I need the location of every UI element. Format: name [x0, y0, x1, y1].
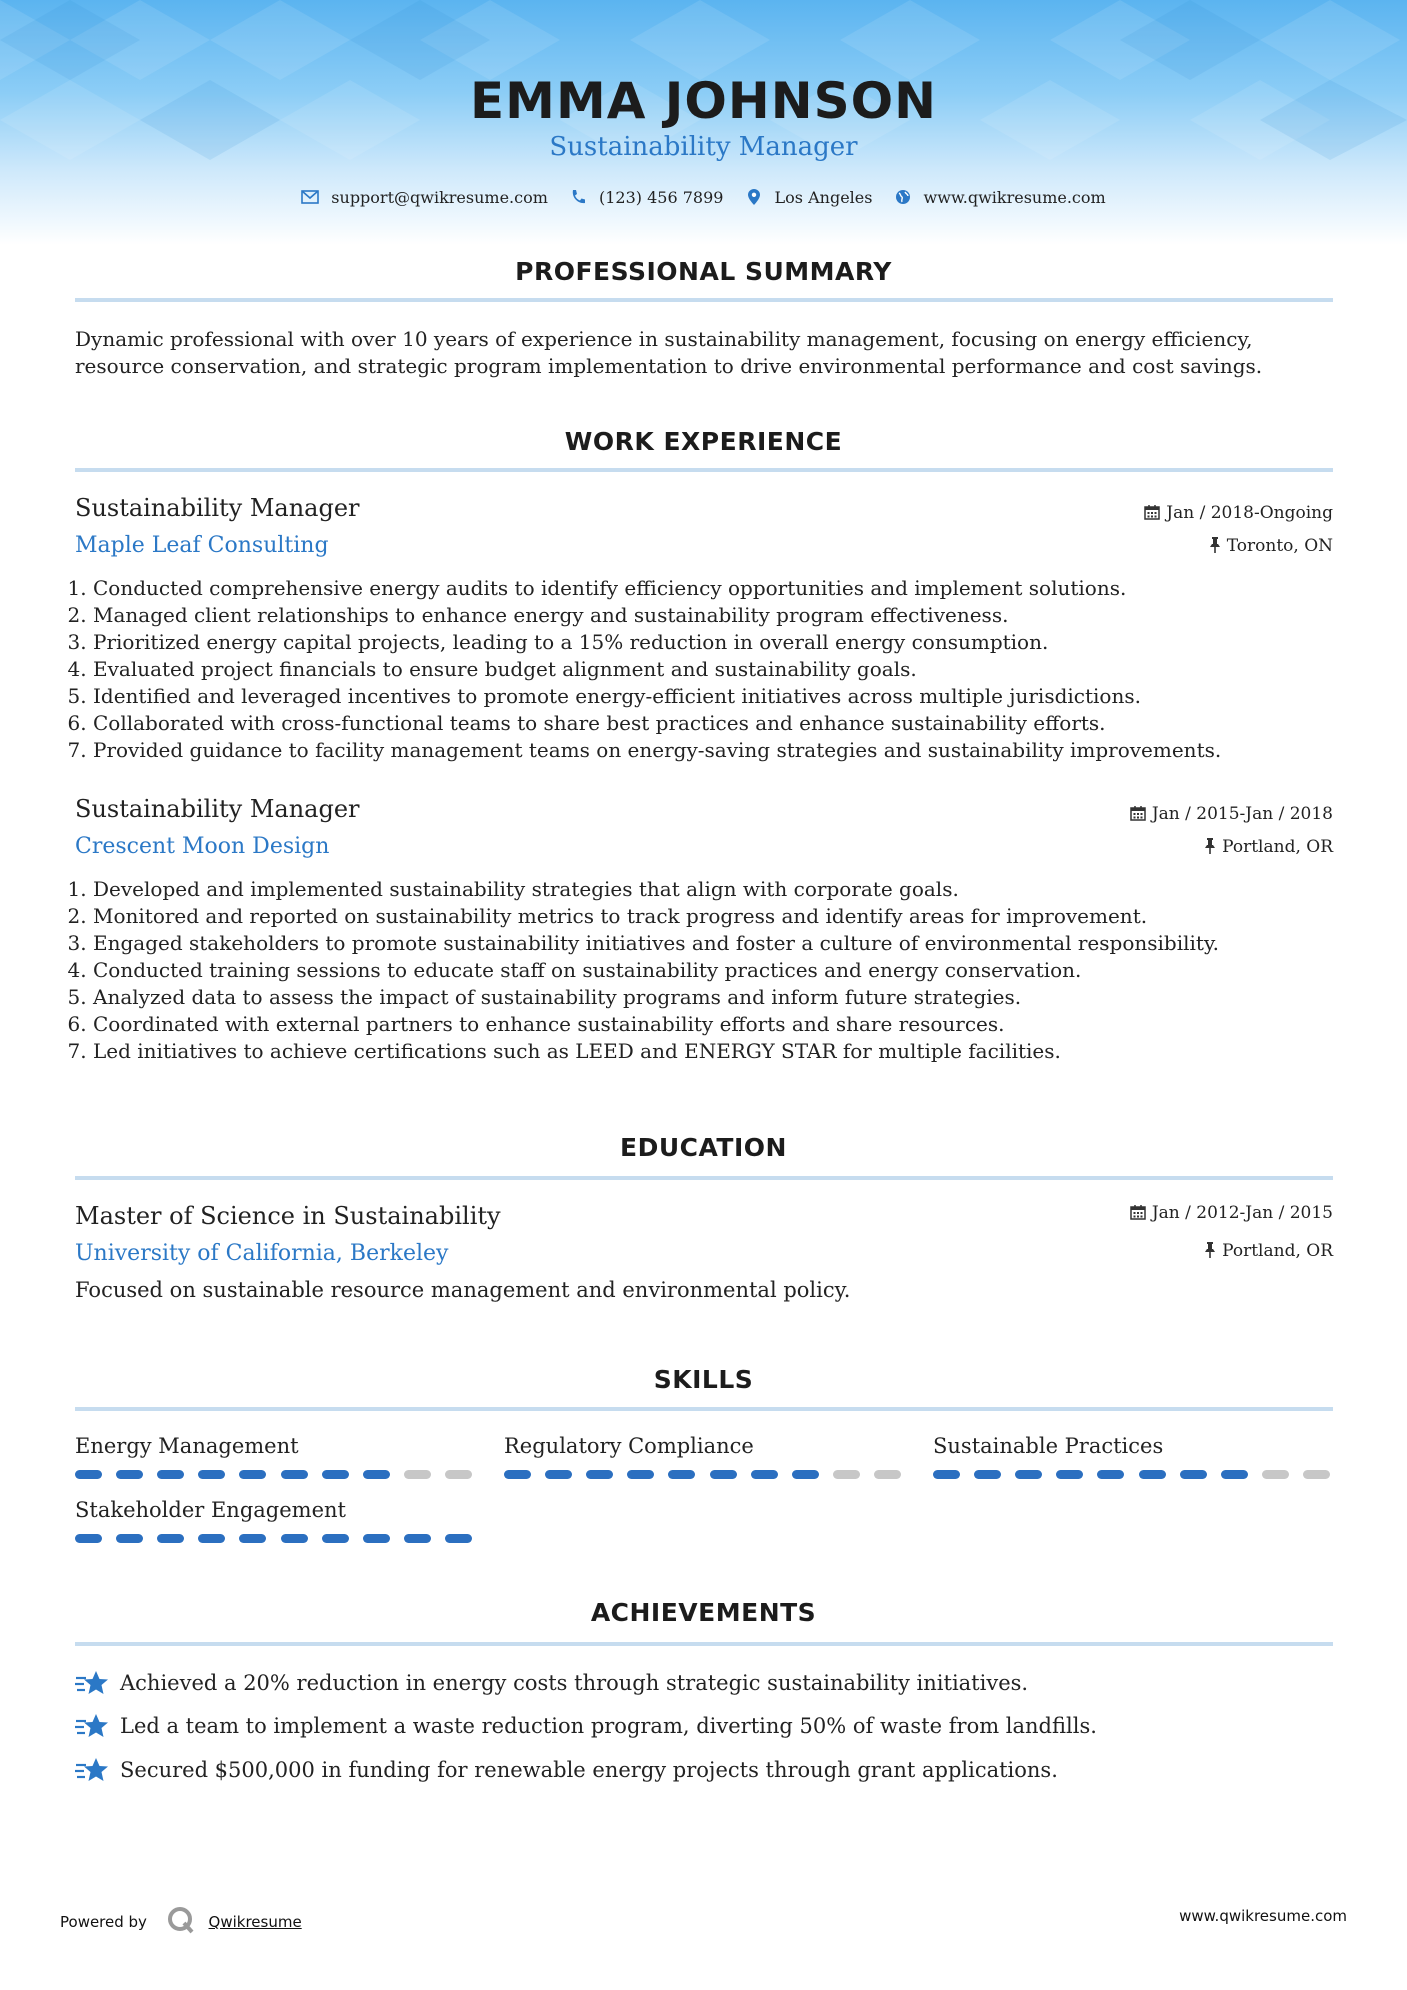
skill-segment-filled [1015, 1470, 1042, 1479]
star-award-icon [75, 1712, 109, 1742]
job-2-duty: 6. Coordinated with external partners to enhance sustainability efforts and share resources. [93, 1011, 1373, 1038]
contact-email[interactable] [301, 188, 548, 207]
education-degree: Master of Science in Sustainability [75, 1202, 501, 1230]
job-2-duties [53, 876, 1373, 1065]
skill-level-bar [504, 1470, 904, 1479]
skill-segment-empty [404, 1470, 431, 1479]
job-1-duty: 1. Conducted comprehensive energy audits to identify efficiency opportunities and implement solutions. [93, 575, 1373, 602]
achievement-text: Achieved a 20% reduction in energy costs through strategic sustainability initiatives. [120, 1671, 1029, 1695]
skill-segment-filled [1139, 1470, 1166, 1479]
skill-segment-filled [1056, 1470, 1083, 1479]
skill-name: Regulatory Compliance [504, 1434, 754, 1458]
footer-website[interactable]: www.qwikresume.com [1179, 1907, 1347, 1925]
skill-segment-filled [586, 1470, 613, 1479]
pushpin-icon [1204, 838, 1216, 854]
skill-segment-filled [116, 1534, 143, 1543]
skill-name: Sustainable Practices [933, 1434, 1164, 1458]
contact-bar [0, 188, 1407, 207]
summary-text: Dynamic professional with over 10 years of experience in sustainability management, focusing on energy efficiency, resource conservation, and strategic program implementation to drive environmental performance and cost savings. [75, 327, 1263, 378]
skill-segment-filled [792, 1470, 819, 1479]
envelope-icon [301, 189, 319, 205]
education-location [1204, 1241, 1333, 1261]
skill-segment-filled [363, 1534, 390, 1543]
skill-energy-management [75, 1434, 475, 1479]
phone-icon [569, 189, 587, 205]
job-2-location [1204, 837, 1333, 857]
job-1-role: Sustainability Manager [75, 494, 360, 522]
skill-segment-filled [933, 1470, 960, 1479]
achievement-text: Secured $500,000 in funding for renewable energy projects through grant applications. [120, 1758, 1058, 1782]
job-1-duty: 2. Managed client relationships to enhance energy and sustainability program effectiveness. [93, 602, 1373, 629]
skill-name: Stakeholder Engagement [75, 1498, 346, 1522]
skill-segment-filled [75, 1470, 102, 1479]
education-school: University of California, Berkeley [75, 1241, 449, 1266]
calendar-icon [1144, 504, 1160, 520]
skill-segment-filled [322, 1534, 349, 1543]
star-award-icon [75, 1669, 109, 1699]
skill-segment-filled [239, 1470, 266, 1479]
education-divider [75, 1176, 1333, 1180]
summary-divider [75, 298, 1333, 302]
skill-segment-filled [627, 1470, 654, 1479]
skill-segment-filled [363, 1470, 390, 1479]
skills-heading: SKILLS [653, 1365, 754, 1394]
job-1-dates [1144, 503, 1333, 523]
experience-divider [75, 468, 1333, 472]
job-1-duty: 4. Evaluated project financials to ensure budget alignment and sustainability goals. [93, 656, 1373, 683]
achievement-text: Led a team to implement a waste reduction program, diverting 50% of waste from landfills. [120, 1714, 1097, 1738]
skill-segment-filled [751, 1470, 778, 1479]
job-1-duty: 3. Prioritized energy capital projects, leading to a 15% reduction in overall energy consumption. [93, 629, 1373, 656]
job-1-location [1209, 536, 1333, 556]
skill-segment-filled [1221, 1470, 1248, 1479]
job-2-duty: 4. Conducted training sessions to educate staff on sustainability practices and energy conservation. [93, 957, 1373, 984]
achievements-heading: ACHIEVEMENTS [590, 1598, 817, 1627]
job-2-duty: 7. Led initiatives to achieve certifications such as LEED and ENERGY STAR for multiple facilities. [93, 1038, 1373, 1065]
skill-segment-filled [157, 1534, 184, 1543]
skill-stakeholder-engagement [75, 1498, 475, 1543]
job-2-dates-text: Jan / 2015-Jan / 2018 [1151, 804, 1333, 824]
job-2-duty: 2. Monitored and reported on sustainability metrics to track progress and identify areas for improvement. [93, 903, 1373, 930]
contact-website-text: www.qwikresume.com [923, 188, 1106, 207]
calendar-icon [1130, 805, 1146, 821]
achievement-item [75, 1758, 1325, 1782]
pushpin-icon [1204, 1242, 1216, 1258]
contact-phone[interactable] [569, 188, 723, 207]
calendar-icon [1130, 1204, 1146, 1220]
skill-name: Energy Management [75, 1434, 299, 1458]
skill-segment-filled [974, 1470, 1001, 1479]
skill-segment-filled [281, 1534, 308, 1543]
map-marker-icon [745, 189, 763, 205]
job-2-dates [1130, 804, 1333, 824]
skill-level-bar [75, 1470, 475, 1479]
skills-divider [75, 1407, 1333, 1411]
education-dates [1130, 1203, 1333, 1223]
contact-phone-text: (123) 456 7899 [598, 188, 724, 207]
globe-icon [894, 189, 912, 205]
skill-segment-filled [198, 1534, 225, 1543]
skill-segment-empty [445, 1470, 472, 1479]
job-2-duty: 5. Analyzed data to assess the impact of sustainability programs and inform future strategies. [93, 984, 1373, 1011]
job-2-duty: 1. Developed and implemented sustainability strategies that align with corporate goals. [93, 876, 1373, 903]
achievement-item [75, 1714, 1325, 1738]
skill-segment-filled [668, 1470, 695, 1479]
job-2-role: Sustainability Manager [75, 795, 360, 823]
education-description: Focused on sustainable resource management and environmental policy. [75, 1278, 851, 1302]
skill-regulatory-compliance [504, 1434, 904, 1479]
skill-segment-empty [1262, 1470, 1289, 1479]
job-1-duty: 6. Collaborated with cross-functional teams to share best practices and enhance sustainability efforts. [93, 710, 1373, 737]
star-award-icon [75, 1756, 109, 1786]
education-dates-text: Jan / 2012-Jan / 2015 [1151, 1203, 1333, 1223]
skill-segment-filled [1180, 1470, 1207, 1479]
summary-heading: PROFESSIONAL SUMMARY [515, 257, 892, 286]
skill-segment-empty [874, 1470, 901, 1479]
skill-segment-filled [157, 1470, 184, 1479]
contact-location-text: Los Angeles [774, 188, 873, 207]
skill-level-bar [933, 1470, 1333, 1479]
candidate-title: Sustainability Manager [549, 132, 858, 162]
skill-segment-filled [75, 1534, 102, 1543]
job-1-duty: 5. Identified and leveraged incentives to promote energy-efficient initiatives across multiple jurisdictions. [93, 683, 1373, 710]
job-1-company: Maple Leaf Consulting [75, 533, 329, 558]
skill-segment-empty [1303, 1470, 1330, 1479]
job-2-company: Crescent Moon Design [75, 834, 330, 859]
skill-segment-filled [504, 1470, 531, 1479]
contact-website[interactable] [894, 188, 1106, 207]
skill-segment-filled [710, 1470, 737, 1479]
skill-segment-filled [116, 1470, 143, 1479]
skill-segment-filled [239, 1534, 266, 1543]
job-2-location-text: Portland, OR [1222, 837, 1333, 857]
skill-segment-filled [198, 1470, 225, 1479]
footer-powered-by [60, 1905, 302, 1935]
job-1-dates-text: Jan / 2018-Ongoing [1166, 503, 1333, 523]
contact-location [745, 188, 873, 207]
achievements-divider [75, 1642, 1333, 1646]
skill-segment-filled [404, 1534, 431, 1543]
skill-level-bar [75, 1534, 475, 1543]
candidate-name: EMMA JOHNSON [470, 72, 937, 130]
skill-segment-filled [545, 1470, 572, 1479]
qwikresume-link[interactable]: Qwikresume [208, 1913, 302, 1931]
skill-segment-filled [1097, 1470, 1124, 1479]
skill-segment-empty [833, 1470, 860, 1479]
job-1-duties [53, 575, 1373, 764]
job-2-duty: 3. Engaged stakeholders to promote sustainability initiatives and foster a culture of environmental responsibility. [93, 930, 1373, 957]
experience-heading: WORK EXPERIENCE [564, 427, 843, 456]
qwikresume-logo-icon [166, 1905, 196, 1935]
pushpin-icon [1209, 537, 1221, 553]
education-location-text: Portland, OR [1222, 1241, 1333, 1261]
job-1-duty: 7. Provided guidance to facility management teams on energy-saving strategies and sustainability improvements. [93, 737, 1373, 764]
skill-segment-filled [445, 1534, 472, 1543]
achievement-item [75, 1671, 1325, 1695]
contact-email-text: support@qwikresume.com [331, 188, 548, 207]
skill-segment-filled [322, 1470, 349, 1479]
education-heading: EDUCATION [620, 1133, 787, 1162]
powered-by-label: Powered by [60, 1913, 147, 1931]
job-1-location-text: Toronto, ON [1226, 536, 1333, 556]
skill-sustainable-practices [933, 1434, 1333, 1479]
skill-segment-filled [281, 1470, 308, 1479]
